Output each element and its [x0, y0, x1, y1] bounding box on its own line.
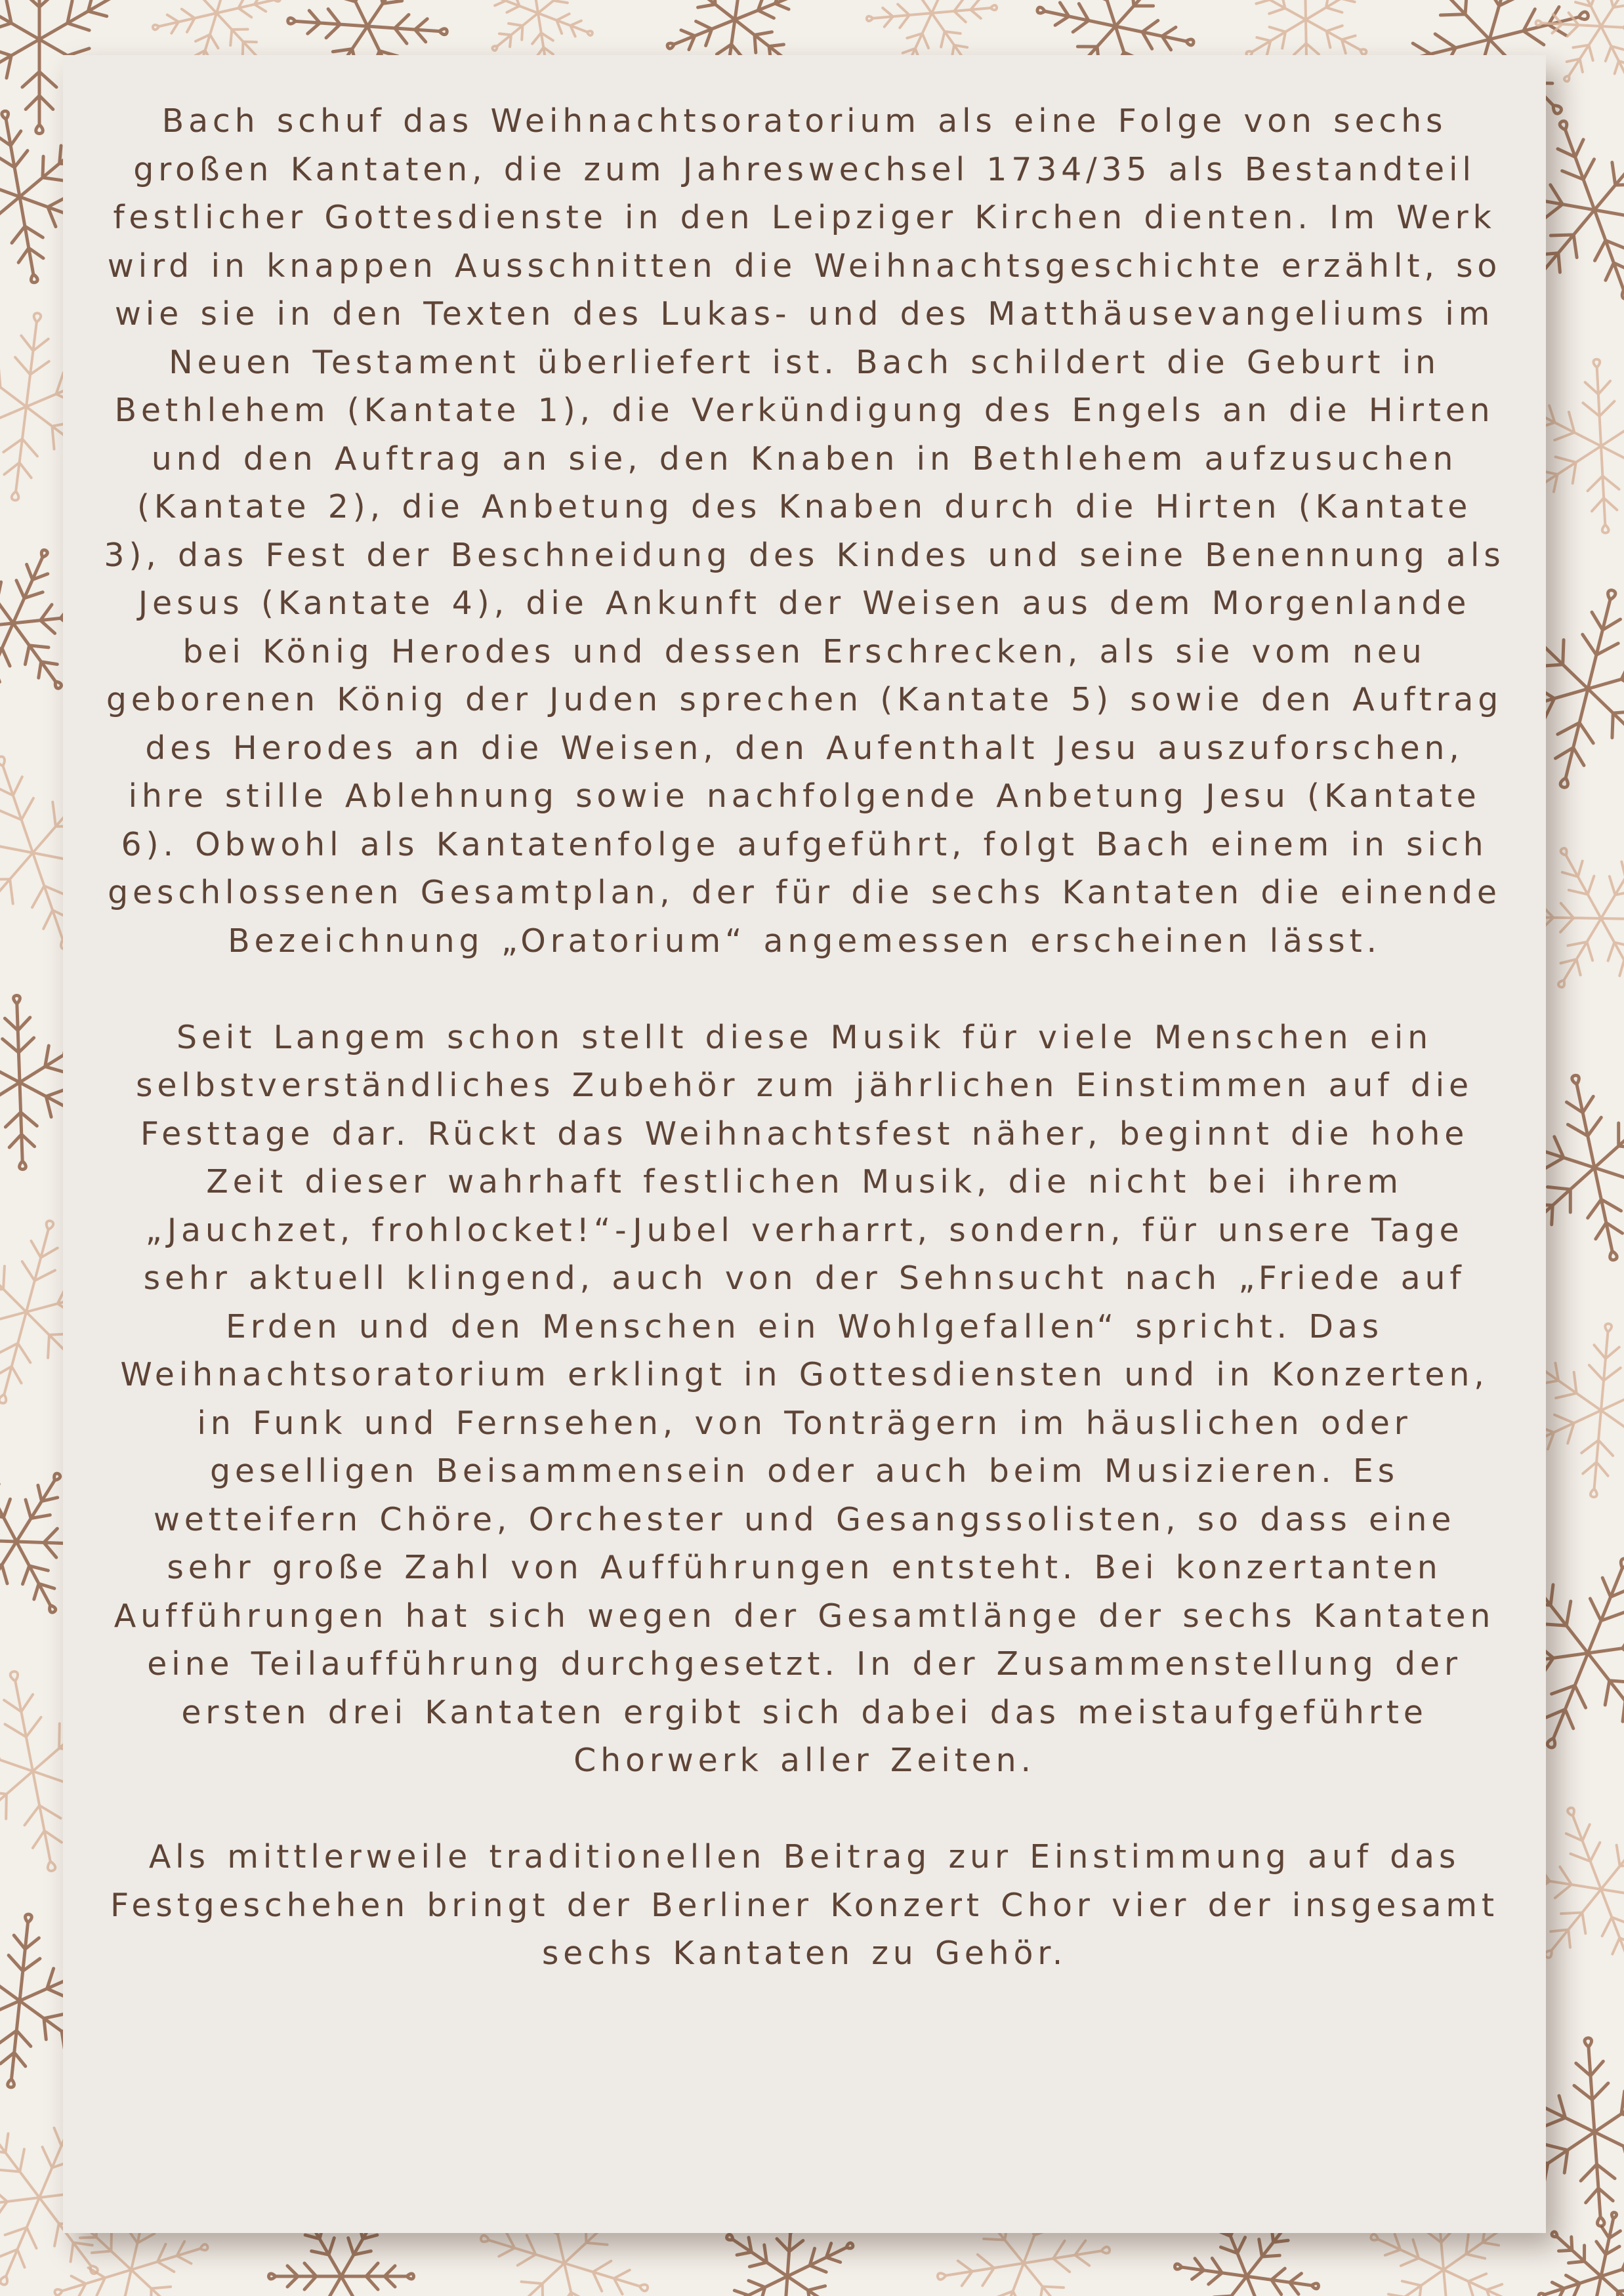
- paragraph-2: Seit Langem schon stellt diese Musik für viele Menschen ein selbstverständliches Zubehör zum jährlichen Einstimmen auf die Festtage dar. Rückt das Weihnachtsfest näher, beginnt die hohe Zeit dieser wahrhaft festlichen Musik, die nicht bei ihrem „Jauchzet, frohlocket!“-Jubel verharrt, sondern, für unsere Tage sehr aktuell klingend, auch von der Sehnsucht nach „Friede auf Erden und den Menschen ein Wohlgefallen“ spricht. Das Weihnachtsoratorium erklingt in Gottesdiensten und in Konzerten, in Funk und Fernsehen, von Tonträgern im häuslichen oder geselligen Beisammensein oder auch beim Musizieren. Es wetteifern Chöre, Orchester und Gesangssolisten, so dass eine sehr große Zahl von Aufführungen entsteht. Bei konzertanten Aufführungen hat sich wegen der Gesamtlänge der sechs Kantaten eine Teilaufführung durchgesetzt. In der Zusammenstellung der ersten drei Kantaten ergibt sich dabei das meistaufgeführte Chorwerk aller Zeiten.: [114, 1018, 1495, 1779]
- paragraph-1: Bach schuf das Weihnachtsoratorium als eine Folge von sechs großen Kantaten, die zum Jahreswechsel 1734/35 als Bestandteil festlicher Gottesdienste in den Leipziger Kirchen dienten. Im Werk wird in knappen Ausschnitten die Weihnachtsgeschichte erzählt, so wie sie in den Texten des Lukas- und des Matthäusevangeliums im Neuen Testament überliefert ist. Bach schildert die Geburt in Bethlehem (Kantate 1), die Verkündigung des Engels an die Hirten und den Auftrag an sie, den Knaben in Bethlehem aufzusuchen (Kantate 2), die Anbetung des Knaben durch die Hirten (Kantate 3), das Fest der Beschneidung des Kindes und seine Benennung als Jesus (Kantate 4), die Ankunft der Weisen aus dem Morgenlande bei König Herodes und dessen Erschrecken, als sie vom neu geborenen König der Juden sprechen (Kantate 5) sowie den Auftrag des Herodes an die Weisen, den Aufenthalt Jesu auszuforschen, ihre stille Ablehnung sowie nachfolgende Anbetung Jesu (Kantate 6). Obwohl als Kantatenfolge aufgeführt, folgt Bach einem in sich geschlossenen Gesamtplan, der für die sechs Kantaten die einende Bezeichnung „Oratorium“ angemessen erscheinen lässt.: [104, 102, 1505, 960]
- text-body: [63, 97, 1546, 1978]
- paragraph-3: Als mittlerweile traditionellen Beitrag zur Einstimmung auf das Festgeschehen bringt der Berliner Konzert Chor vier der insgesamt sechs Kantaten zu Gehör.: [110, 1838, 1499, 1972]
- content-panel: [63, 55, 1546, 2233]
